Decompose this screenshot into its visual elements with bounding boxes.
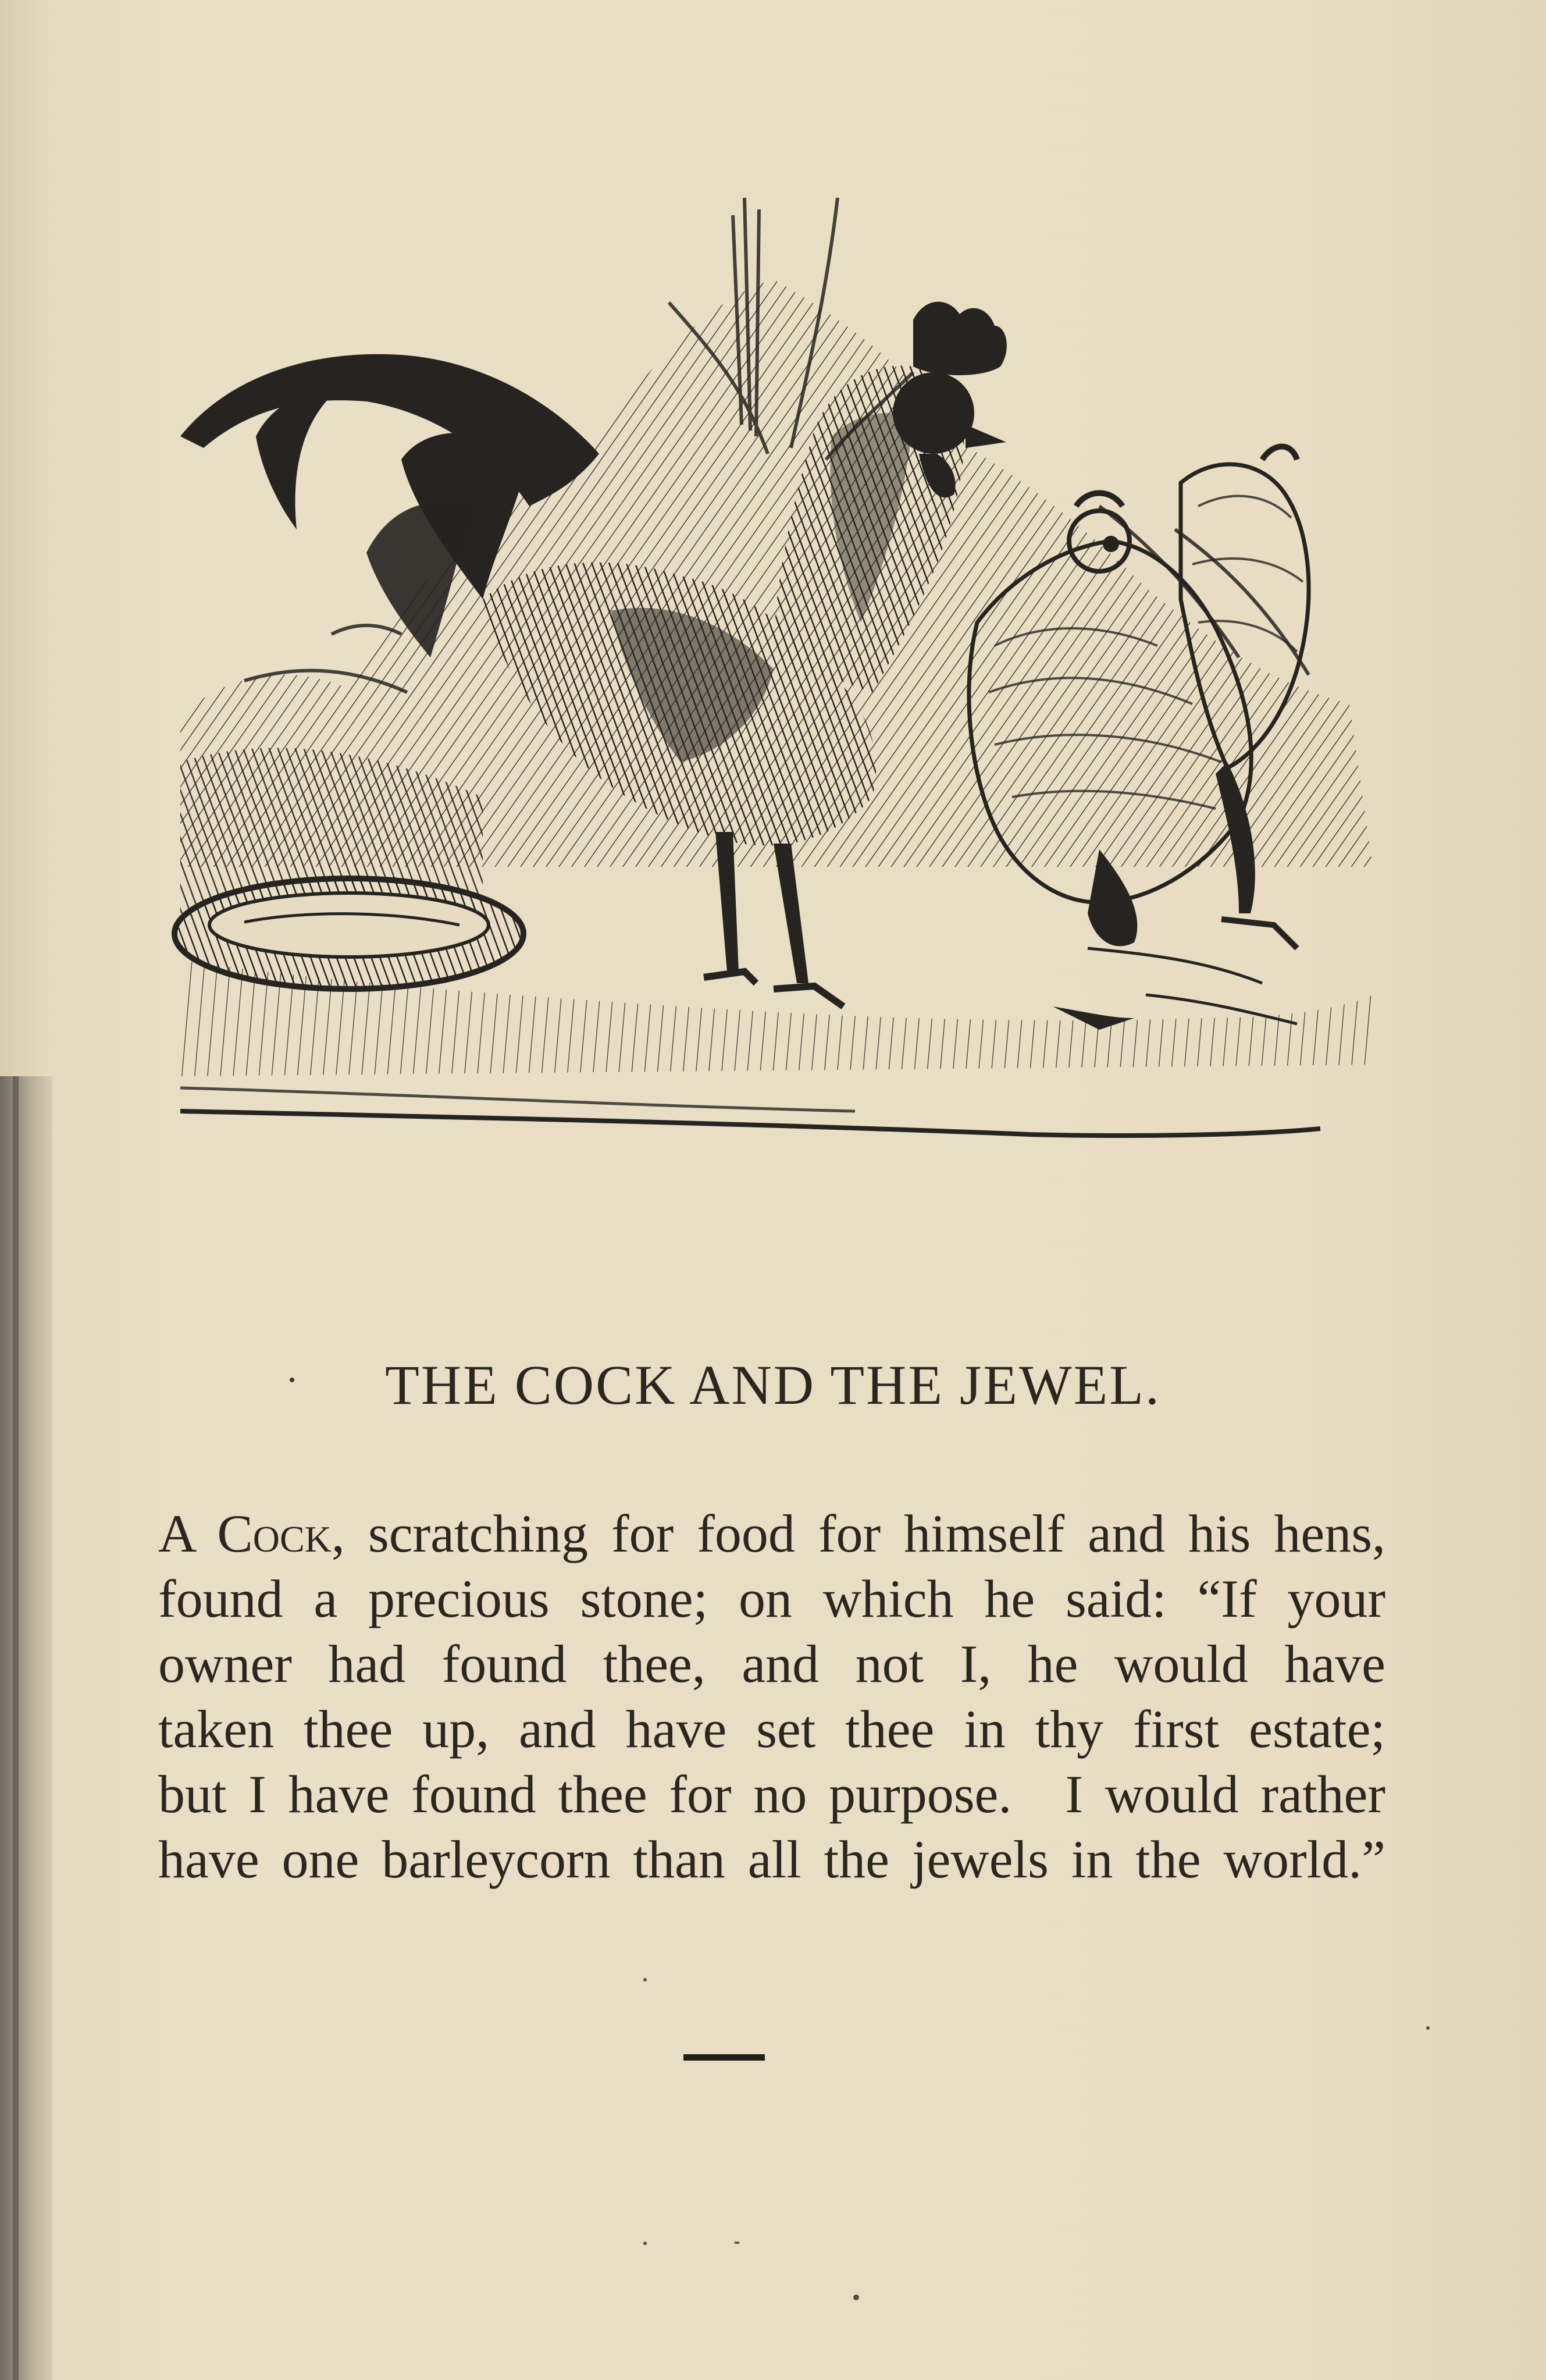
paper-speck (643, 2242, 647, 2245)
fable-line-1-small-caps: Cock (217, 1504, 332, 1563)
fable-title: THE COCK AND THE JEWEL. (385, 1354, 1161, 1416)
fable-text (158, 1501, 1385, 1892)
paper-speck (1426, 2026, 1430, 2030)
book-binding-gutter (0, 1076, 52, 2380)
fable-line-5: but I have found thee for no purpose. I would rather (158, 1764, 1385, 1824)
book-binding-edge (13, 1076, 19, 2380)
fable-line-4: taken thee up, and have set thee in thy first estate; (158, 1699, 1385, 1759)
fable-line-3: owner had found thee, and not I, he would have (158, 1634, 1385, 1694)
rooster-and-hens-illustration (157, 180, 1373, 1146)
paper-speck (734, 2242, 740, 2244)
fable-line-2: found a precious stone; on which he said: “If your (158, 1569, 1385, 1628)
fable-line-1 (158, 1501, 1385, 1566)
fable-line-1-lead-word: A (158, 1504, 194, 1563)
fable-line-6: have one barleycorn than all the jewels in the world.” (158, 1830, 1385, 1889)
section-rule (683, 2054, 765, 2061)
fable-line-1-rest: , scratching for food for himself and his hens, (331, 1504, 1385, 1563)
paper-speck (853, 2294, 859, 2300)
paper-speck (643, 1978, 647, 1981)
